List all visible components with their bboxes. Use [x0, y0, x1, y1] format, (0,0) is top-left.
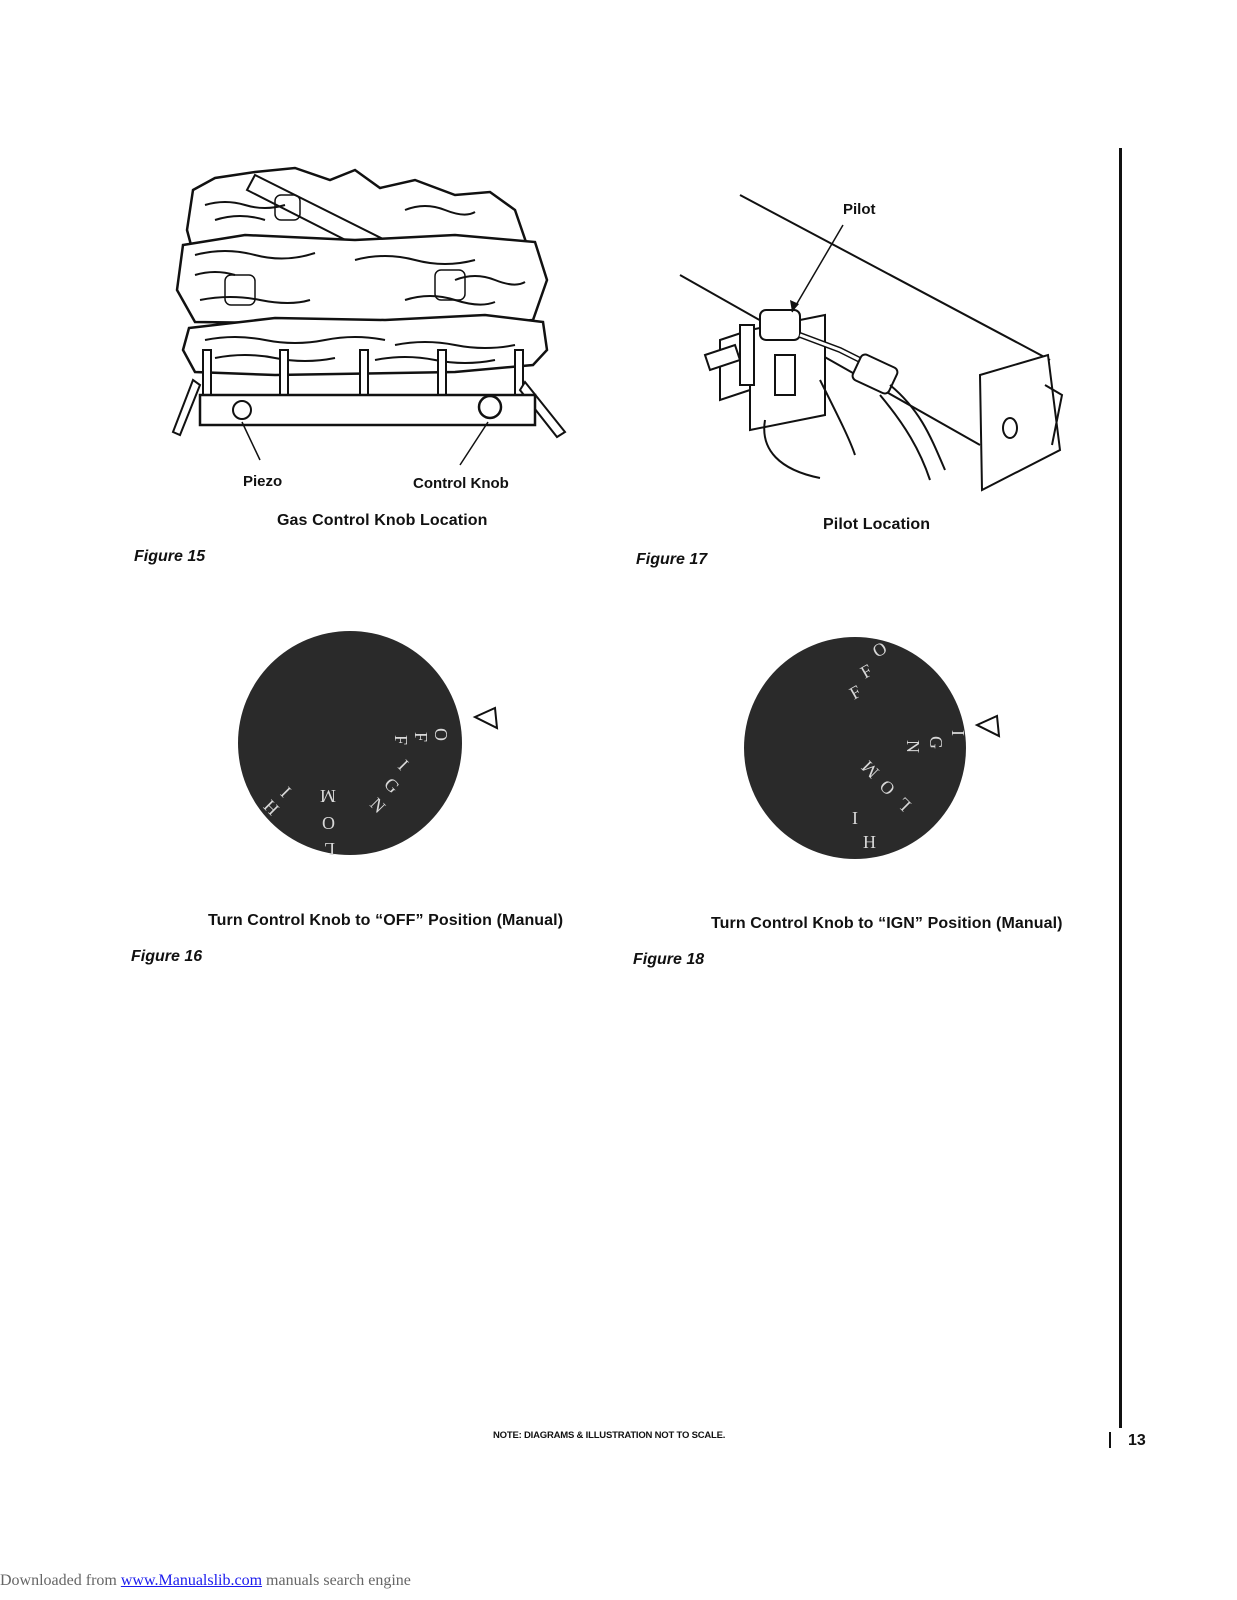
svg-text:N: N — [903, 740, 923, 753]
pilot-callout: Pilot — [843, 201, 876, 218]
svg-text:F: F — [857, 660, 876, 683]
position-indicator-icon — [977, 716, 999, 736]
figure17-label: Figure 17 — [636, 551, 708, 568]
piezo-button-icon — [233, 401, 251, 419]
svg-text:L: L — [324, 839, 335, 859]
knob-label-low: M — [857, 756, 883, 783]
figure18-caption: Turn Control Knob to “IGN” Position (Manual) — [711, 915, 1063, 932]
position-indicator-icon — [475, 708, 497, 728]
svg-text:H: H — [863, 832, 876, 852]
scale-note: NOTE: DIAGRAMS & ILLUSTRATION NOT TO SCALE. — [493, 1430, 726, 1441]
svg-text:O: O — [875, 775, 899, 800]
figure17-caption: Pilot Location — [823, 516, 931, 533]
control-knob-ign-illustration — [740, 632, 1020, 872]
svg-text:F: F — [846, 681, 865, 704]
knob-label-ign: I — [948, 730, 968, 736]
svg-text:G: G — [380, 773, 404, 798]
knob-label-hi: I — [852, 808, 858, 828]
figure16-caption: Turn Control Knob to “OFF” Position (Manual) — [208, 912, 564, 929]
figure18-label: Figure 18 — [633, 951, 705, 968]
svg-text:F: F — [391, 735, 411, 746]
knob-label-low: M — [319, 786, 336, 806]
svg-text:F: F — [411, 732, 431, 743]
svg-text:G: G — [926, 736, 946, 749]
log-set-illustration — [155, 150, 595, 450]
svg-text:H: H — [259, 795, 283, 820]
figure15-caption: Gas Control Knob Location — [277, 512, 488, 529]
svg-text:N: N — [366, 793, 390, 818]
piezo-callout: Piezo — [243, 473, 283, 490]
svg-text:O: O — [322, 813, 335, 833]
knob-label-off: O — [869, 637, 891, 662]
right-margin-rule-tick — [1109, 1432, 1111, 1448]
control-knob-callout: Control Knob — [413, 475, 509, 492]
page-number: 13 — [1128, 1432, 1146, 1449]
footer-suffix: manuals search engine — [262, 1572, 411, 1589]
knob-label-ign: I — [394, 755, 413, 775]
pilot-assembly-illustration — [680, 180, 1080, 500]
figure15-label: Figure 15 — [134, 548, 206, 565]
control-knob-icon — [479, 396, 501, 418]
footer-prefix: Downloaded from — [0, 1572, 121, 1589]
right-margin-rule — [1119, 148, 1122, 1428]
download-footer — [0, 1572, 411, 1590]
figure16-label: Figure 16 — [131, 948, 203, 965]
knob-label-hi: I — [276, 782, 295, 802]
manualslib-link[interactable]: www.Manualslib.com — [120, 1572, 263, 1589]
control-knob-off-illustration — [235, 625, 515, 865]
svg-text:L: L — [892, 793, 915, 816]
knob-label-off: O — [431, 728, 451, 741]
